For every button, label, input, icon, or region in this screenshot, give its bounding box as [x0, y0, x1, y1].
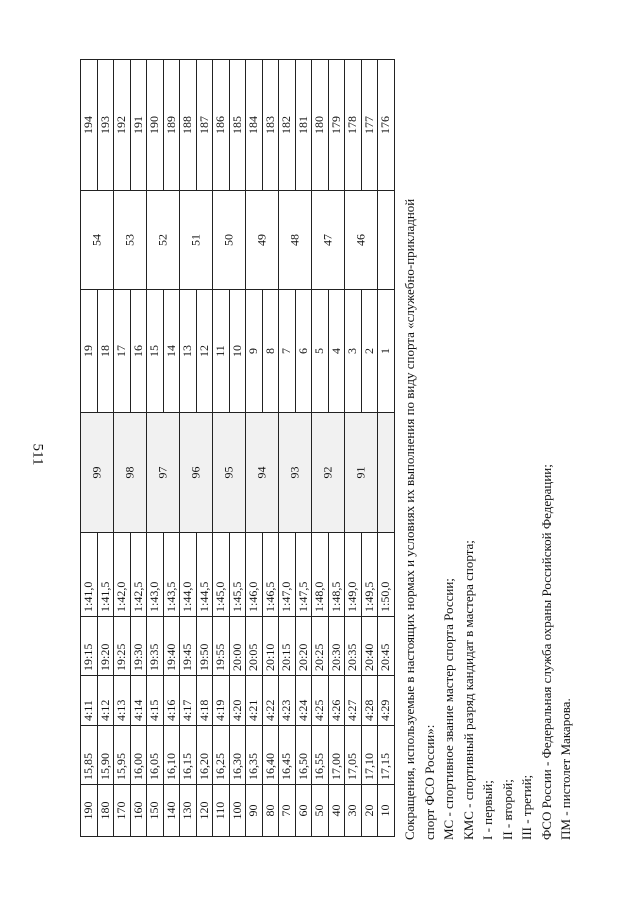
- table-row: [180, 60, 197, 837]
- table-cell-c6: [180, 413, 213, 533]
- table-cell-c4: 19:55: [213, 617, 230, 676]
- table-cell-c9: 177: [361, 60, 378, 191]
- table-cell-c7: 18: [97, 290, 114, 413]
- note-line: III - третий;: [519, 774, 534, 840]
- table-cell-c9: 189: [163, 60, 180, 191]
- table-cell-c1: 70: [279, 785, 296, 837]
- table-cell-c5: 1:43,0: [147, 533, 164, 617]
- table-cell-c9: 178: [345, 60, 362, 191]
- table-cell-c4: 20:30: [328, 617, 345, 676]
- table-cell-c2: 16,10: [163, 726, 180, 785]
- table-cell-c4: 20:00: [229, 617, 246, 676]
- table-cell-c8: [246, 191, 279, 290]
- table-cell-c7: 3: [345, 290, 362, 413]
- table-cell-c2: 16,20: [196, 726, 213, 785]
- table-cell-c5: 1:42,5: [130, 533, 147, 617]
- table-cell-c7: 15: [147, 290, 164, 413]
- table-cell-c1: 110: [213, 785, 230, 837]
- table-cell-c9: 190: [147, 60, 164, 191]
- table-cell-c1: 20: [361, 785, 378, 837]
- table-cell-c4: 20:10: [262, 617, 279, 676]
- grade-value: 96: [188, 466, 203, 479]
- table-cell-c5: 1:43,5: [163, 533, 180, 617]
- grade-value: 49: [254, 234, 269, 246]
- table-cell-c6: [147, 413, 180, 533]
- grade-value: 51: [188, 234, 203, 246]
- table-cell-c2: 15,90: [97, 726, 114, 785]
- table-row: [378, 60, 395, 837]
- table-cell-c5: 1:49,5: [361, 533, 378, 617]
- table-cell-c9: 193: [97, 60, 114, 191]
- note-line: спорт ФСО России»:: [421, 724, 437, 840]
- table-cell-c3: 4:26: [328, 676, 345, 726]
- table-cell-c5: 1:46,0: [246, 533, 263, 617]
- table-cell-c5: 1:48,0: [312, 533, 329, 617]
- grade-value: 91: [353, 466, 368, 479]
- table-cell-c1: 130: [180, 785, 197, 837]
- table-cell-c1: 40: [328, 785, 345, 837]
- grade-value: 48: [287, 234, 302, 246]
- table-cell-c9: 179: [328, 60, 345, 191]
- table-cell-c1: 120: [196, 785, 213, 837]
- table-cell-c8: [180, 191, 213, 290]
- table-cell-c3: 4:13: [114, 676, 131, 726]
- table-cell-c1: 180: [97, 785, 114, 837]
- table-cell-c3: 4:29: [378, 676, 395, 726]
- grade-value: 94: [254, 466, 269, 479]
- table-cell-c2: 16,45: [279, 726, 296, 785]
- table-cell-c5: 1:44,5: [196, 533, 213, 617]
- table-cell-c5: 1:44,0: [180, 533, 197, 617]
- table-cell-c9: 180: [312, 60, 329, 191]
- table-cell-c9: 187: [196, 60, 213, 191]
- table-cell-c5: 1:48,5: [328, 533, 345, 617]
- note-line: II - второй;: [499, 779, 515, 840]
- table-row: [246, 60, 263, 837]
- table-cell-c3: 4:18: [196, 676, 213, 726]
- table-cell-c2: 16,15: [180, 726, 197, 785]
- table-cell-c7: 11: [213, 290, 230, 413]
- table-cell-c9: 186: [213, 60, 230, 191]
- table-cell-c4: 20:40: [361, 617, 378, 676]
- table-cell-c3: 4:11: [81, 676, 98, 726]
- table-cell-c8: [114, 191, 147, 290]
- table-cell-c7: 5: [312, 290, 329, 413]
- table-cell-c9: 191: [130, 60, 147, 191]
- table-cell-c6: [246, 413, 279, 533]
- table-cell-c2: 15,95: [114, 726, 131, 785]
- table-cell-c4: 19:15: [81, 617, 98, 676]
- note-line: МС - спортивное звание мастер спорта России;: [441, 578, 456, 840]
- grade-value: 47: [320, 234, 335, 246]
- table-cell-c9: 185: [229, 60, 246, 191]
- table-cell-c7: 7: [279, 290, 296, 413]
- grade-value: 95: [221, 466, 236, 479]
- table-cell-c2: 17,15: [378, 726, 395, 785]
- note-line: ФСО России - Федеральная служба охраны Российской Федерации;: [538, 464, 554, 840]
- table-cell-c3: 4:14: [130, 676, 147, 726]
- table-cell-c7: 1: [378, 290, 395, 413]
- table-cell-c1: 160: [130, 785, 147, 837]
- table-cell-c1: 100: [229, 785, 246, 837]
- table-cell-c9: 183: [262, 60, 279, 191]
- table-cell-c9: 182: [279, 60, 296, 191]
- table-cell-c2: 16,30: [229, 726, 246, 785]
- table-cell-c2: 16,50: [295, 726, 312, 785]
- table-cell-c7: 14: [163, 290, 180, 413]
- table-cell-c3: 4:22: [262, 676, 279, 726]
- note-line: ПМ - пистолет Макарова.: [558, 698, 573, 840]
- table-cell-c2: 17,10: [361, 726, 378, 785]
- table-cell-c7: 8: [262, 290, 279, 413]
- table-cell-c7: 2: [361, 290, 378, 413]
- grade-value: 53: [122, 234, 137, 246]
- grade-value: 46: [353, 234, 368, 246]
- grade-value: 54: [89, 234, 104, 246]
- table-cell-c8: [147, 191, 180, 290]
- table-cell-c4: 19:50: [196, 617, 213, 676]
- table-cell-c4: 20:35: [345, 617, 362, 676]
- table-cell-c5: 1:45,0: [213, 533, 230, 617]
- table-cell-c4: 20:15: [279, 617, 296, 676]
- table-cell-c5: 1:47,0: [279, 533, 296, 617]
- table-cell-c5: 1:47,5: [295, 533, 312, 617]
- table-cell-c7: 6: [295, 290, 312, 413]
- table-cell-c2: 16,40: [262, 726, 279, 785]
- table-cell-c4: 20:25: [312, 617, 329, 676]
- table-cell-c3: 4:15: [147, 676, 164, 726]
- table-cell-c5: 1:50,0: [378, 533, 395, 617]
- table-cell-c5: 1:45,5: [229, 533, 246, 617]
- grade-value: 99: [89, 466, 104, 479]
- table-cell-c4: 19:25: [114, 617, 131, 676]
- scores-table-rotated: [80, 60, 410, 837]
- table-cell-c3: 4:24: [295, 676, 312, 726]
- table-cell-c3: 4:21: [246, 676, 263, 726]
- table-row: [279, 60, 296, 837]
- table-cell-c3: 4:16: [163, 676, 180, 726]
- table-cell-c5: 1:46,5: [262, 533, 279, 617]
- table-cell-c1: 140: [163, 785, 180, 837]
- table-cell-c3: 4:28: [361, 676, 378, 726]
- table-row: [345, 60, 362, 837]
- table-cell-c3: 4:27: [345, 676, 362, 726]
- table-cell-c1: 80: [262, 785, 279, 837]
- grade-value: 98: [122, 466, 137, 479]
- table-cell-c4: 20:45: [378, 617, 395, 676]
- note-line: Сокращения, используемые в настоящих нормах и условиях их выполнения по виду спорта «служебно-прикладной: [402, 198, 417, 840]
- note-line: I - первый;: [480, 780, 495, 840]
- table-cell-c1: 30: [345, 785, 362, 837]
- table-cell-c2: 16,00: [130, 726, 147, 785]
- table-row: [213, 60, 230, 837]
- grade-value: 97: [155, 466, 170, 479]
- table-cell-c6: [312, 413, 345, 533]
- table-cell-c2: 16,05: [147, 726, 164, 785]
- table-cell-c7: 13: [180, 290, 197, 413]
- table-cell-c5: 1:41,0: [81, 533, 98, 617]
- table-cell-c9: 194: [81, 60, 98, 191]
- table-cell-c2: 16,25: [213, 726, 230, 785]
- table-row: [147, 60, 164, 837]
- table-cell-c5: 1:42,0: [114, 533, 131, 617]
- grade-value: 52: [155, 234, 170, 246]
- table-cell-c1: 50: [312, 785, 329, 837]
- table-cell-c8: [345, 191, 378, 290]
- table-cell-c4: 20:05: [246, 617, 263, 676]
- table-cell-c3: 4:17: [180, 676, 197, 726]
- grade-value: 50: [221, 234, 236, 246]
- table-cell-c8: [213, 191, 246, 290]
- table-row: [81, 60, 98, 837]
- table-cell-c8: [279, 191, 312, 290]
- table-cell-c7: 10: [229, 290, 246, 413]
- table-row: [312, 60, 329, 837]
- table-cell-c3: 4:12: [97, 676, 114, 726]
- table-row: [114, 60, 131, 837]
- table-cell-c9: 192: [114, 60, 131, 191]
- table-cell-c9: 184: [246, 60, 263, 191]
- table-cell-c4: 19:45: [180, 617, 197, 676]
- table-cell-c2: 17,00: [328, 726, 345, 785]
- table-cell-c3: 4:19: [213, 676, 230, 726]
- table-cell-c7: 9: [246, 290, 263, 413]
- abbreviations-notes: [400, 60, 590, 840]
- table-cell-c9: 176: [378, 60, 395, 191]
- table-cell-c6: [279, 413, 312, 533]
- scores-table-body: [81, 60, 395, 837]
- table-cell-c8: [81, 191, 114, 290]
- table-cell-c7: 12: [196, 290, 213, 413]
- table-cell-c4: 19:30: [130, 617, 147, 676]
- table-cell-c4: 19:20: [97, 617, 114, 676]
- table-cell-c1: 170: [114, 785, 131, 837]
- table-cell-c2: 16,55: [312, 726, 329, 785]
- page-number-text: 511: [29, 443, 46, 465]
- table-cell-c9: 181: [295, 60, 312, 191]
- table-cell-c3: 4:23: [279, 676, 296, 726]
- table-cell-c2: 16,35: [246, 726, 263, 785]
- table-cell-c6: [213, 413, 246, 533]
- table-cell-c4: 20:20: [295, 617, 312, 676]
- table-cell-c5: 1:41,5: [97, 533, 114, 617]
- table-cell-c8: [378, 191, 395, 290]
- table-cell-c5: 1:49,0: [345, 533, 362, 617]
- table-cell-c6: [114, 413, 147, 533]
- table-cell-c1: 90: [246, 785, 263, 837]
- table-cell-c7: 17: [114, 290, 131, 413]
- note-line: КМС - спортивный разряд кандидат в мастера спорта;: [460, 540, 476, 840]
- table-cell-c1: 60: [295, 785, 312, 837]
- table-cell-c4: 19:35: [147, 617, 164, 676]
- table-cell-c1: 10: [378, 785, 395, 837]
- grade-value: 92: [320, 466, 335, 479]
- table-cell-c1: 150: [147, 785, 164, 837]
- table-cell-c6: [378, 413, 395, 533]
- table-cell-c7: 16: [130, 290, 147, 413]
- table-cell-c1: 190: [81, 785, 98, 837]
- grade-value: 93: [287, 466, 302, 479]
- table-cell-c7: 4: [328, 290, 345, 413]
- table-cell-c3: 4:20: [229, 676, 246, 726]
- table-cell-c6: [345, 413, 378, 533]
- table-cell-c2: 17,05: [345, 726, 362, 785]
- table-cell-c8: [312, 191, 345, 290]
- table-cell-c6: [81, 413, 114, 533]
- table-cell-c4: 19:40: [163, 617, 180, 676]
- page-number: [29, 439, 46, 469]
- table-cell-c3: 4:25: [312, 676, 329, 726]
- table-cell-c9: 188: [180, 60, 197, 191]
- table-cell-c7: 19: [81, 290, 98, 413]
- table-cell-c2: 15,85: [81, 726, 98, 785]
- scores-table: [80, 59, 395, 837]
